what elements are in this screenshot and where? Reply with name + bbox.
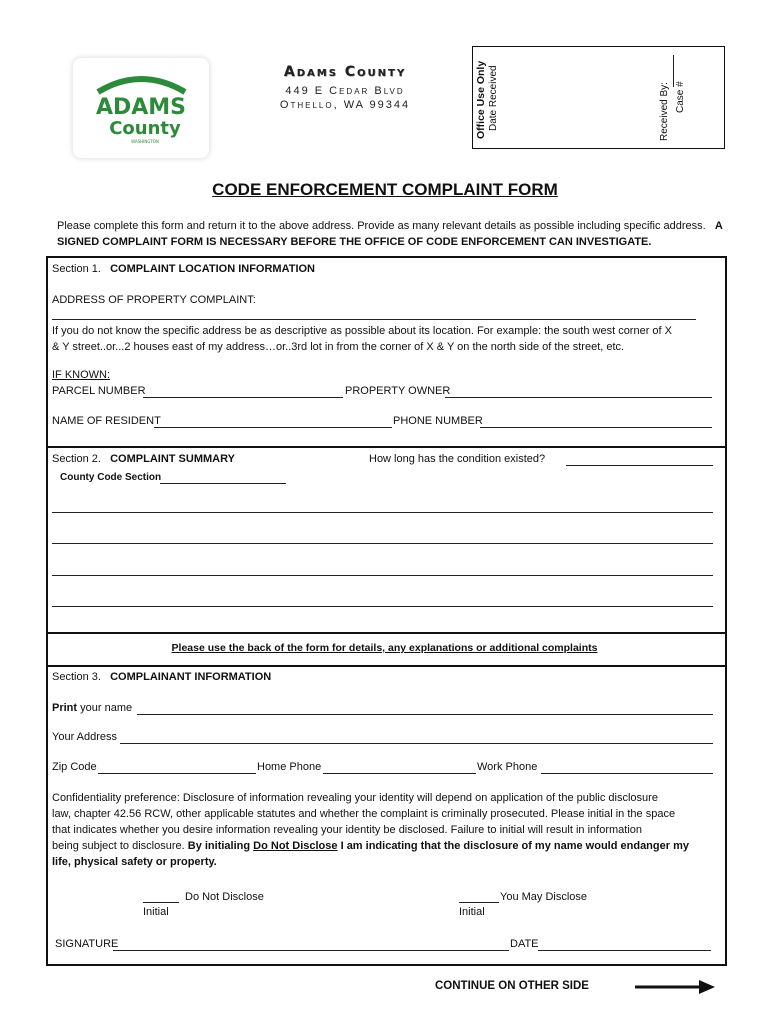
parcel-number-label: PARCEL NUMBER (52, 385, 146, 397)
work-phone-field[interactable] (541, 773, 713, 774)
how-long-label: How long has the condition existed? (369, 453, 546, 465)
zip-code-label: Zip Code (52, 761, 97, 773)
continue-label: CONTINUE ON OTHER SIDE (435, 980, 589, 992)
office-use-box (472, 46, 725, 149)
hint-line2: & Y street..or...2 houses east of my address…or..3rd lot in from the corner of X & Y on the north side of the street, etc. (52, 341, 625, 353)
intro-plain: Please complete this form and return it to the above address. Provide as many relevant details as possible including specific address. (57, 220, 706, 232)
conf-line2: law, chapter 42.56 RCW, other applicable statutes and whether the complaint is criminally prosecuted. Please initial in the space (52, 808, 676, 820)
date-label: DATE (510, 938, 539, 950)
print-name-field[interactable] (137, 714, 713, 715)
form-title: CODE ENFORCEMENT COMPLAINT FORM (212, 180, 558, 199)
section3-heading (52, 671, 271, 683)
property-owner-field[interactable] (445, 397, 712, 398)
section3-label: Section 3. (52, 671, 101, 683)
date-field[interactable] (538, 950, 711, 951)
section2-title: COMPLAINT SUMMARY (110, 453, 235, 465)
zip-code-field[interactable] (98, 773, 256, 774)
section1-title: COMPLAINT LOCATION INFORMATION (110, 263, 315, 275)
do-not-disclose-initial-label: Initial (143, 906, 169, 918)
resident-phone-label: PHONE NUMBER (393, 415, 483, 427)
may-disclose-label: You May Disclose (500, 891, 588, 903)
if-known-label: IF KNOWN: (52, 369, 111, 381)
property-address-label: ADDRESS OF PROPERTY COMPLAINT: (52, 294, 256, 306)
code-section-field[interactable] (160, 483, 286, 484)
parcel-number-field[interactable] (143, 397, 343, 398)
print-rest: your name (80, 702, 133, 714)
received-by-label: Received By: (659, 82, 670, 141)
how-long-field[interactable] (566, 465, 713, 466)
conf-line4c: Do Not Disclose (253, 840, 338, 852)
summary-line-3[interactable] (52, 575, 713, 576)
section2-label: Section 2. (52, 453, 101, 465)
intro-text (57, 218, 737, 250)
office-use-title: Office Use Only (475, 60, 487, 139)
your-address-label: Your Address (52, 731, 118, 743)
logo-line1: ADAMS (95, 95, 187, 120)
logo-line3: WASHINGTON (131, 139, 159, 144)
logo-line2: County (109, 118, 181, 139)
resident-name-field[interactable] (154, 427, 392, 428)
may-disclose-initial-field[interactable] (459, 902, 499, 903)
property-owner-label: PROPERTY OWNER (345, 385, 451, 397)
section2-heading (52, 453, 235, 465)
print-name-label (52, 702, 132, 714)
signature-label: SIGNATURE (55, 938, 119, 950)
code-section-label: County Code Section (60, 472, 162, 483)
conf-line4d: I am indicating that the disclosure of my name would endanger my (340, 840, 689, 852)
conf-line5: life, physical safety or property. (52, 856, 217, 868)
county-address (250, 84, 440, 112)
print-bold: Print (52, 702, 78, 714)
conf-line4 (52, 838, 720, 854)
section3-title: COMPLAINANT INFORMATION (110, 671, 272, 683)
home-phone-label: Home Phone (257, 761, 322, 773)
home-phone-field[interactable] (323, 773, 476, 774)
may-disclose-initial-label: Initial (459, 906, 485, 918)
do-not-disclose-label: Do Not Disclose (185, 891, 264, 903)
back-note: Please use the back of the form for details, any explanations or additional complaints (171, 642, 598, 654)
conf-line4a: being subject to disclosure. (52, 840, 185, 852)
do-not-disclose-initial-field[interactable] (143, 902, 179, 903)
section1-heading (52, 263, 315, 275)
property-address-field[interactable] (52, 319, 696, 320)
right-arrow-icon (635, 980, 715, 994)
resident-phone-field[interactable] (480, 427, 712, 428)
summary-line-1[interactable] (52, 512, 713, 513)
summary-line-4[interactable] (52, 606, 713, 607)
section1-label: Section 1. (52, 263, 101, 275)
your-address-field[interactable] (120, 743, 713, 744)
county-logo (73, 58, 209, 158)
confidentiality-text (52, 790, 720, 870)
address-line2: Othello, WA 99344 (279, 99, 411, 111)
address-line1: 449 E Cedar Blvd (285, 85, 405, 97)
resident-name-label: NAME OF RESIDENT (52, 415, 161, 427)
county-name: Adams County (283, 64, 407, 80)
case-label: Case # (675, 81, 686, 113)
date-received-label: Date Received (488, 65, 499, 131)
location-hint (52, 323, 720, 355)
conf-line3: that indicates whether you desire information revealing your identity be disclosed. Failure to initial will result in information (52, 824, 643, 836)
signature-field[interactable] (113, 950, 509, 951)
summary-line-2[interactable] (52, 543, 713, 544)
intro-bold: A SIGNED COMPLAINT FORM IS NECESSARY BEFORE THE OFFICE OF CODE ENFORCEMENT CAN INVESTIGATE. (57, 220, 723, 248)
work-phone-label: Work Phone (477, 761, 538, 773)
conf-line1: Confidentiality preference: Disclosure of information revealing your identity will depend on application of the public disclosure (52, 792, 658, 804)
conf-line4b: By initialing (187, 840, 251, 852)
hint-line1: If you do not know the specific address be as descriptive as possible about its location. For example: the south west corner of X (52, 325, 672, 337)
